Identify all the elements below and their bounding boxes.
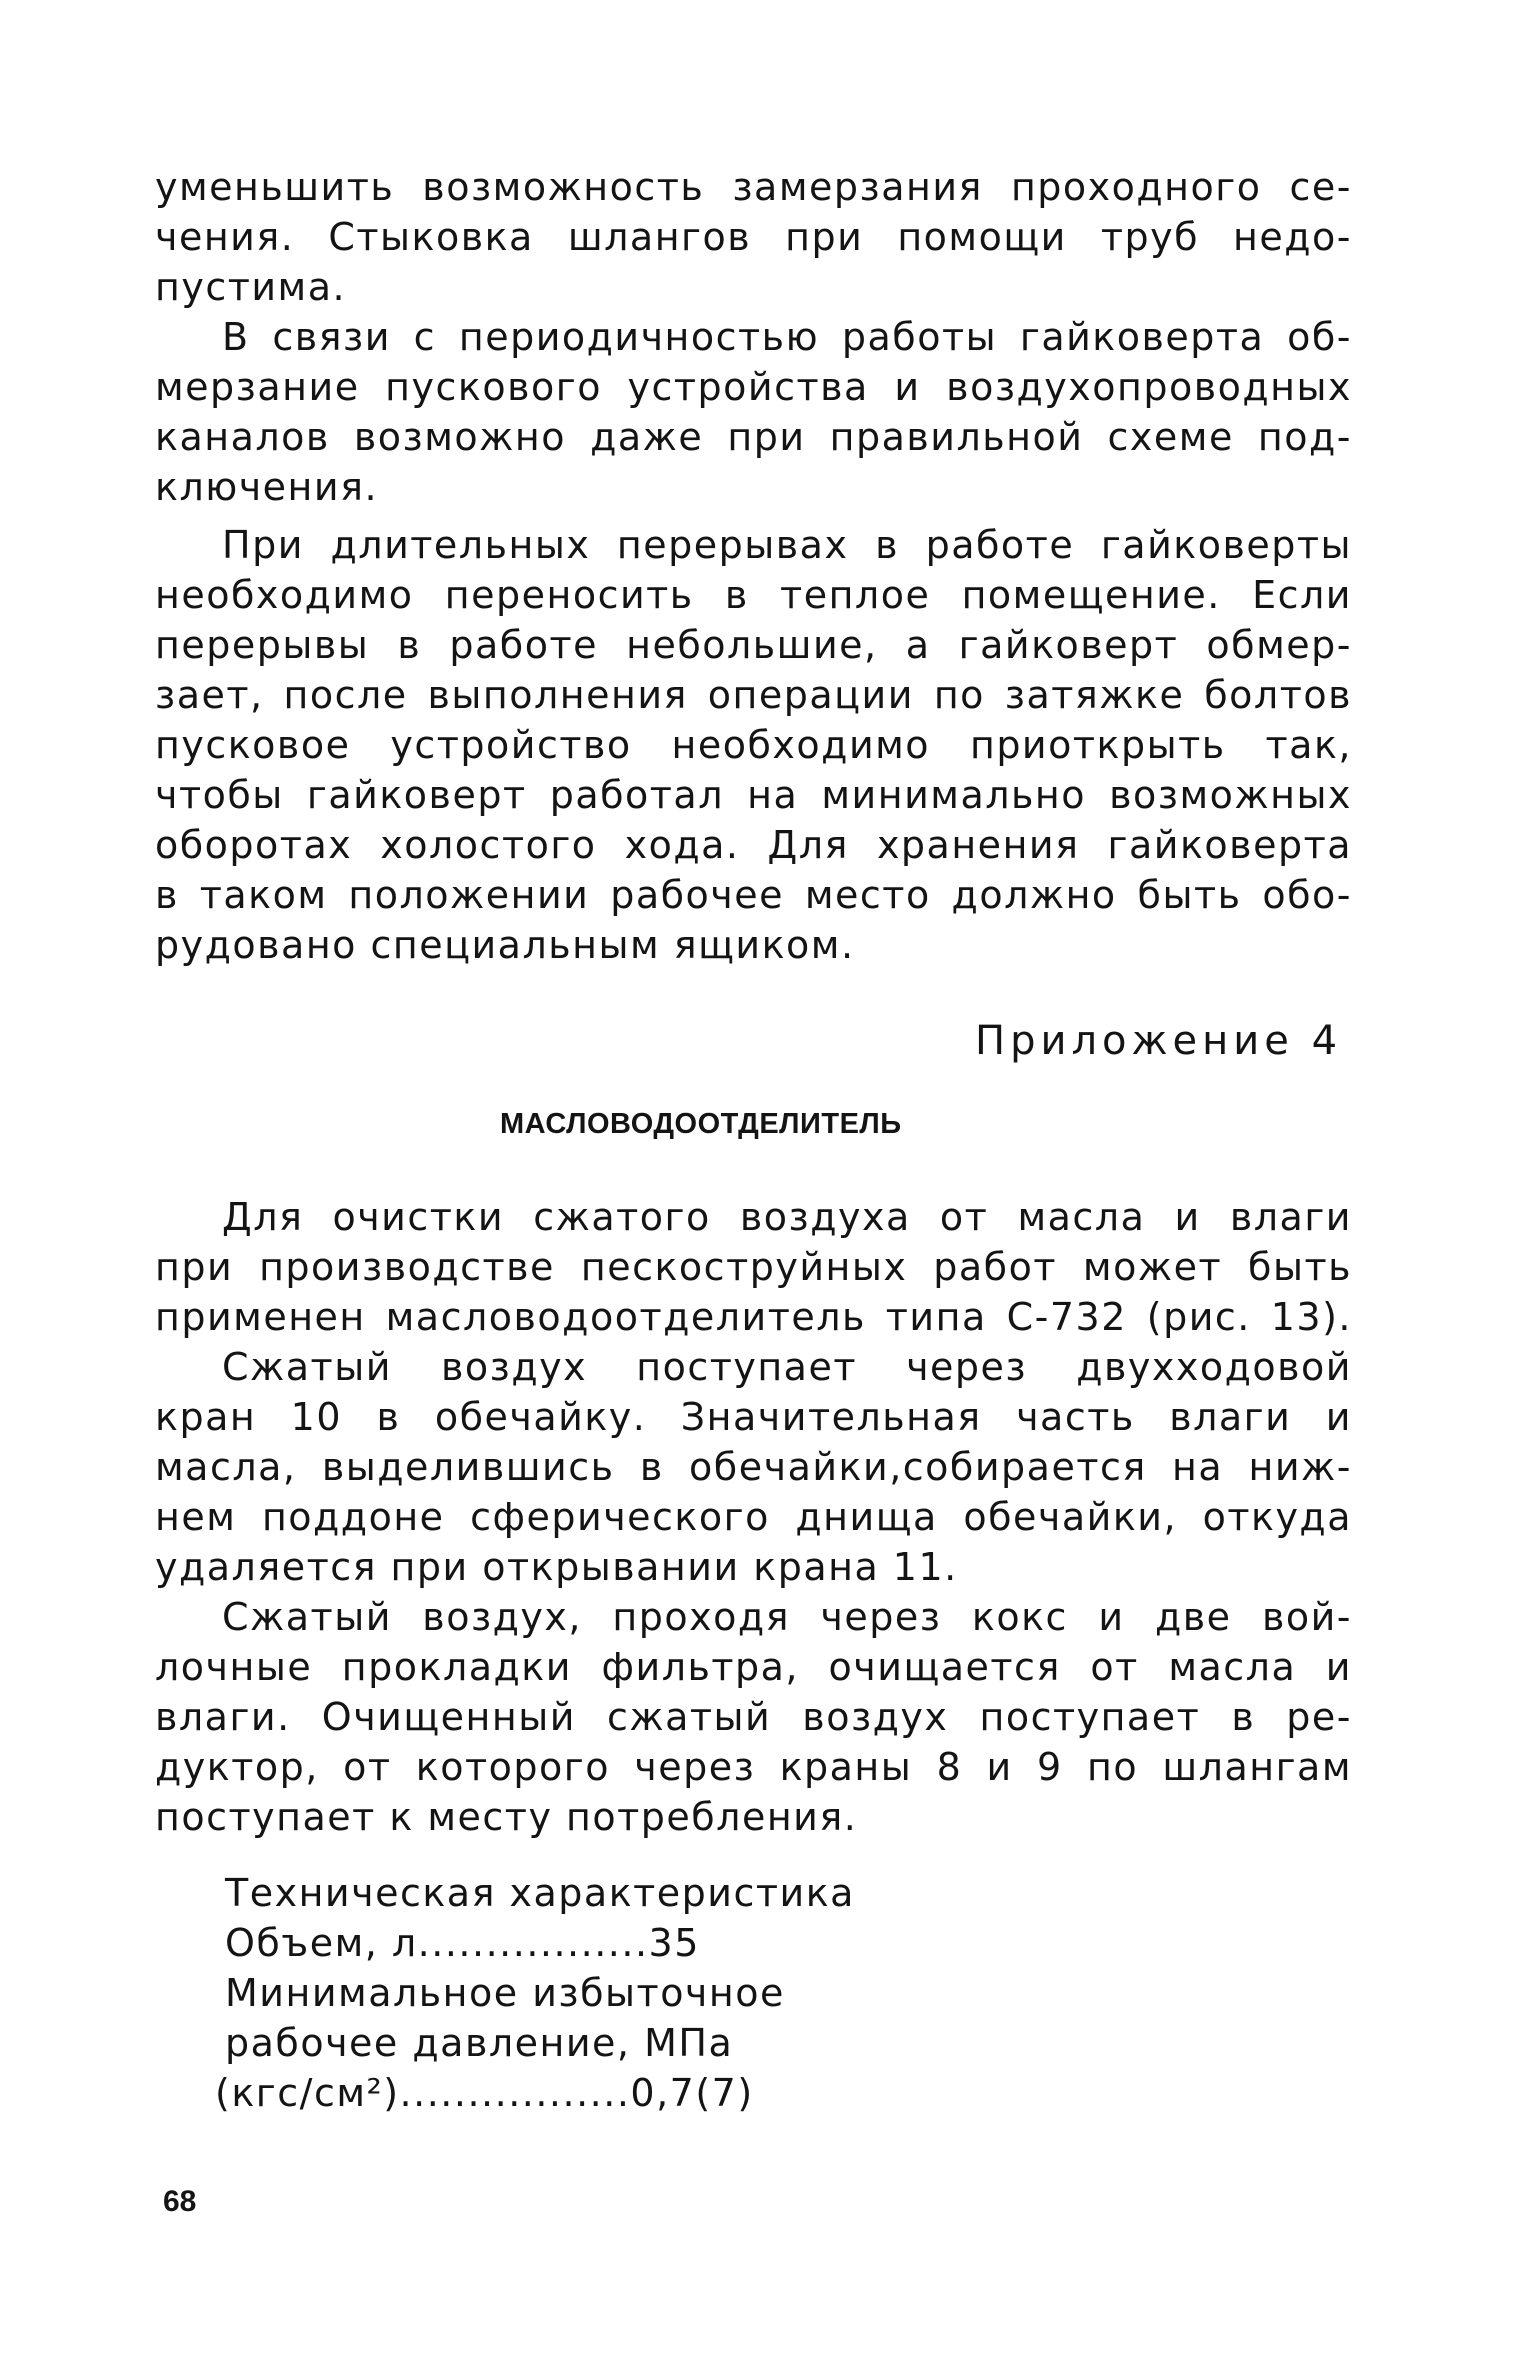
paragraph-4-line-2: при производстве пескоструйных работ может быть xyxy=(155,1245,1352,1289)
paragraph-6-line-4: дуктор, от которого через краны 8 и 9 по шлангам xyxy=(155,1745,1352,1789)
paragraph-1-line-1: уменьшить возможность замерзания проходного се- xyxy=(155,165,1352,209)
paragraph-1-line-2: чения. Стыковка шлангов при помощи труб недо- xyxy=(155,215,1352,259)
paragraph-3-line-1: При длительных перерывах в работе гайковерты xyxy=(222,523,1352,567)
specs-title: Техническая характеристика xyxy=(225,1871,855,1915)
paragraph-6-line-3: влаги. Очищенный сжатый воздух поступает в ре- xyxy=(155,1695,1352,1739)
paragraph-6-line-5: поступает к месту потребления. xyxy=(155,1795,858,1839)
paragraph-5-line-1: Сжатый воздух поступает через двухходовой xyxy=(222,1345,1352,1389)
paragraph-2-line-2: мерзание пускового устройства и воздухопроводных xyxy=(155,365,1352,409)
paragraph-1-line-3: пустима. xyxy=(155,265,347,309)
paragraph-6-line-2: лочные прокладки фильтра, очищается от масла и xyxy=(155,1645,1352,1689)
paragraph-2-line-3: каналов возможно даже при правильной схеме под- xyxy=(155,415,1352,459)
paragraph-2-line-4: ключения. xyxy=(155,465,379,509)
paragraph-3-line-8: в таком положении рабочее место должно быть обо- xyxy=(155,873,1352,917)
paragraph-6-line-1: Сжатый воздух, проходя через кокс и две вой- xyxy=(222,1595,1352,1639)
paragraph-5-line-3: масла, выделившись в обечайки,собирается на ниж- xyxy=(155,1445,1352,1489)
paragraph-5-line-5: удаляется при открывании крана 11. xyxy=(155,1545,958,1589)
paragraph-5-line-2: кран 10 в обечайку. Значительная часть влаги и xyxy=(155,1395,1352,1439)
appendix-label: Приложение 4 xyxy=(975,1018,1343,1064)
spec-volume: Объем, л.................35 xyxy=(225,1921,700,1965)
paragraph-3-line-7: оборотах холостого хода. Для хранения гайковерта xyxy=(155,823,1352,867)
page-number: 68 xyxy=(163,2185,197,2218)
paragraph-3-line-6: чтобы гайковерт работал на минимально возможных xyxy=(155,773,1352,817)
paragraph-4-line-1: Для очистки сжатого воздуха от масла и влаги xyxy=(222,1195,1352,1239)
spec-pressure-label-1: Минимальное избыточное xyxy=(225,1971,785,2015)
section-heading: МАСЛОВОДООТДЕЛИТЕЛЬ xyxy=(500,1108,902,1140)
paragraph-4-line-3: применен масловодоотделитель типа С-732 (рис. 13). xyxy=(155,1295,1352,1339)
paragraph-2-line-1: В связи с периодичностью работы гайковерта об- xyxy=(222,315,1352,359)
paragraph-3-line-4: зает, после выполнения операции по затяжке болтов xyxy=(155,673,1352,717)
paragraph-3-line-2: необходимо переносить в теплое помещение. Если xyxy=(155,573,1352,617)
paragraph-3-line-3: перерывы в работе небольшие, а гайковерт обмер- xyxy=(155,623,1352,667)
spec-pressure-label-2: рабочее давление, МПа xyxy=(225,2021,734,2065)
paragraph-3-line-9: рудовано специальным ящиком. xyxy=(155,923,855,967)
paragraph-5-line-4: нем поддоне сферического днища обечайки, откуда xyxy=(155,1495,1352,1539)
paragraph-3-line-5: пусковое устройство необходимо приоткрыть так, xyxy=(155,723,1352,767)
spec-pressure-value: (кгс/см²).................0,7(7) xyxy=(215,2071,754,2115)
